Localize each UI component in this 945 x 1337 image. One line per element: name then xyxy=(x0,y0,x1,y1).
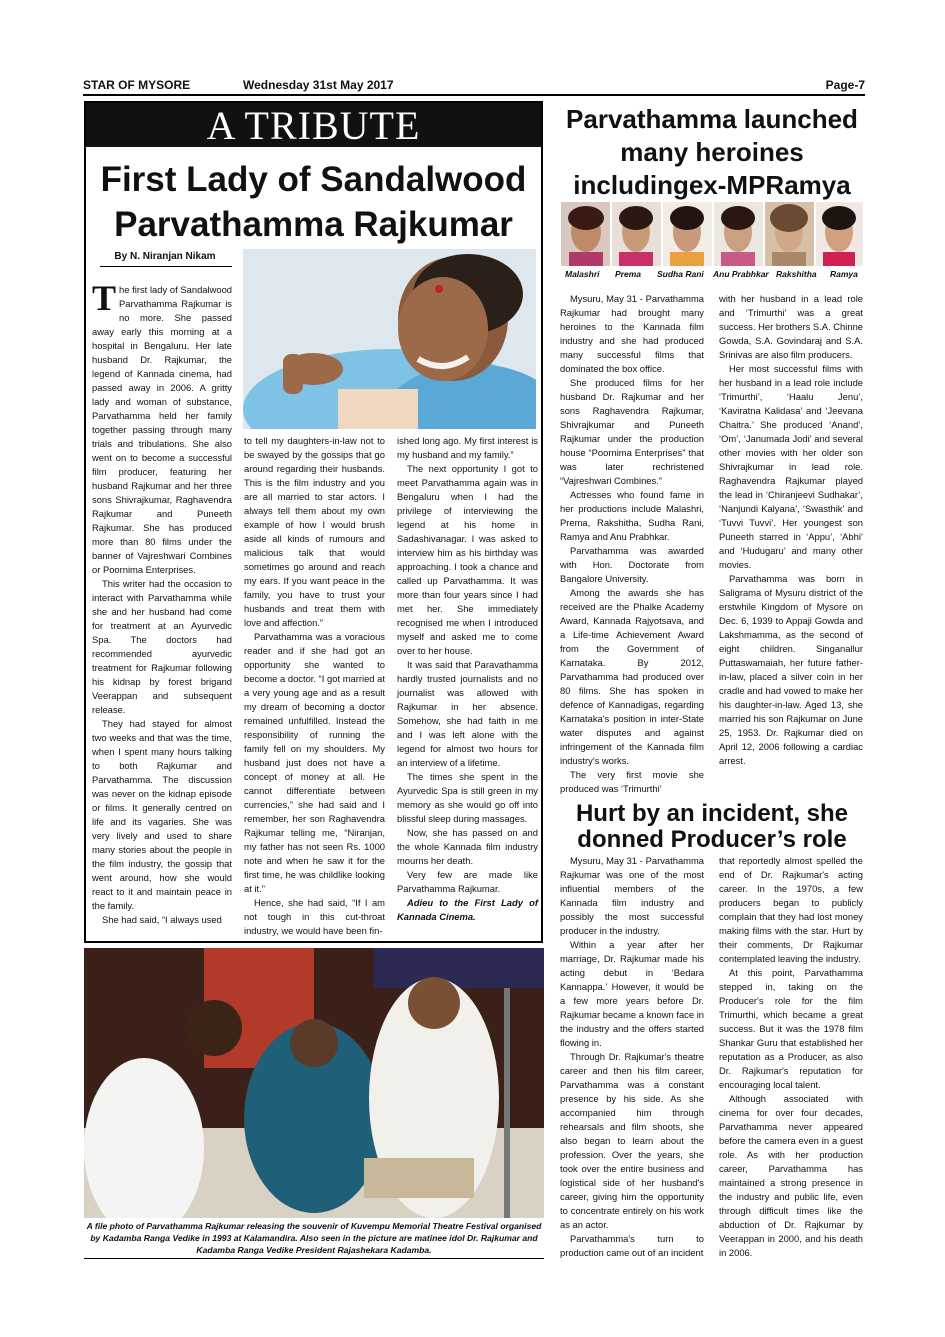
paragraph: It was said that Paravathamma hardly trusted journalists and no journalist was allowed with Rajkumar in her absence. Somehow, she had faith in me and I was left alone with the legend for almost two hours for an interview of a lifetime. xyxy=(397,659,538,768)
signoff: Adieu to the First Lady of Kannada Cinema. xyxy=(397,897,538,922)
event-photo xyxy=(84,948,544,1218)
paragraph: At this point, Parvathamma stepped in, taking on the Producer's role for the film Trimurthi, which became a great success. But it was the 1978 film Shankar Guru that established her reputation as a Producer, as also Dr. Rajkumar's reputation for encouraging local talent. xyxy=(719,967,863,1090)
paragraph: Her most successful films with her husband in a lead role include ‘Trimurthi’, ‘Haalu Jenu’, ‘Kaviratna Kalidasa’ and ‘Jeevana Chaitra.’ She produced ‘Anand’, ‘Om’, ‘Janumada Jodi’ and several other movies with her older son Shivrajkumar in lead role. Raghavendra Rajkumar played the lead in ‘Chiranjeevi Sudhakar’, ‘Nanjundi Kalyana’, ‘Swasthik’ and ‘Tuvvi Tuvvi’. Her youngest son Puneeth starred in ‘Appu’, ‘Abhi’ and ‘Hudugaru’ and many other movies. xyxy=(719,363,863,570)
paragraph: with her husband in a lead role and ‘Trimurthi’ was a great success. Her brothers S.A. Chinne Gowda, S.A. Govindaraj and S.A. Srinivas are also film producers. xyxy=(719,293,863,360)
tribute-column-1 xyxy=(92,278,232,927)
heroine-photo-strip xyxy=(561,202,863,266)
paragraph: Mysuru, May 31 - Parvathamma Rajkumar had brought many heroines to the Kannada film industry and she had produced many successful films that dominated the box office. xyxy=(560,293,704,374)
paragraph: Hence, she had said, “If I am not tough in this cut-throat industry, we would have been fin- xyxy=(244,897,385,936)
heroines-headline-line2: many heroines xyxy=(620,137,804,167)
paragraph: Very few are made like Parvathamma Rajkumar. xyxy=(397,869,538,894)
paragraph: She produced films for her husband Dr. Rajkumar and her sons Raghavendra Rajkumar, Shivrajkumar and Puneeth Rajkumar under the production house “Poornima Enterprises” that was later rechristened “Vajreshwari Combines.” xyxy=(560,377,704,486)
producer-headline-line2: donned Producer’s role xyxy=(577,826,847,853)
tribute-column-3 xyxy=(397,434,538,924)
paragraph: that reportedly almost spelled the end of Dr. Rajkumar's acting career. In the 1970s, a few producers began to publicly complain that they had lost money making films with the star. Hurt by their comments, Dr Rajkumar contemplated leaving the industry. xyxy=(719,855,863,964)
page-number: Page-7 xyxy=(825,78,865,92)
heroines-headline-line3: includingex-MPRamya xyxy=(573,170,851,200)
byline-rule xyxy=(100,266,232,267)
paragraph: The next opportunity I got to meet Parvathamma again was in Bengaluru when I had the privilege of interviewing the legend at his home in Sadashivanagar. I was asked to interview him as his birthday was approaching. I took a chance and called up Parvathamma. It was more than four years since I had met her. She immediately recognised me when I introduced myself and asked me to come over to her house. xyxy=(397,463,538,656)
masthead xyxy=(83,78,865,94)
paragraph: he first lady of Sandalwood Parvathamma Rajkumar is no more. She passed away early this morning at a hospital in Bengaluru. Her late husband Dr. Rajkumar, the legend of Kannada cinema, had passed away in 2006. A gritty lady and woman of substance, Parvathamma held her family together passing through many trials and tribulations. She also went on to become a successful film producer, featuring her husband Rajkumar and her three sons Shivrajkumar, Raghavendra Rajkumar and Puneeth Rajkumar. She has produced more than 80 films under the banner of Vajreshwari Combines or Poornima Enterprises. xyxy=(92,284,232,575)
paragraph: The very first movie she produced was ‘Trimurthi’ xyxy=(560,769,704,794)
tribute-headline-line2: Parvathamma Rajkumar xyxy=(114,205,513,244)
tribute-headline-line1: First Lady of Sandalwood xyxy=(100,160,527,199)
paragraph: Parvathamma was a voracious reader and if she had got an opportunity she wanted to become a doctor. “I got married at a very young age and as a result my dream of becoming a doctor remained unfulfilled. Instead the responsibility of running the family fell on my shoulders. My husband just does not have a concept of money at all. He cannot differentiate between currencies,” she had said and I remember, her son Raghavendra Rajkumar telling me, “Niranjan, my father has not seen Rs. 1000 note and when he saw it for the first time, he was childlike looking at it.” xyxy=(244,631,385,894)
heroines-column-2 xyxy=(719,292,863,768)
paragraph: Parvathamma's turn to production came out of an incident xyxy=(560,1233,704,1258)
heroine-name: Rakshitha xyxy=(776,269,817,279)
byline: By N. Niranjan Nikam xyxy=(114,251,216,262)
paragraph: Through Dr. Rajkumar's theatre career and then his film career, Parvathamma was a constant presence by his side. As she accompanied him through rehearsals and film shoots, she also began to learn about the profession. Over the years, she took over the entire business and logistical side of her husband's career, giving him the opportunity to concentrate entirely on his work as an actor. xyxy=(560,1051,704,1230)
producer-headline-line1: Hurt by an incident, she xyxy=(575,800,849,827)
photo-caption: A file photo of Parvathamma Rajkumar releasing the souvenir of Kuvempu Memorial Theatre Festival organised by Kadamba Ranga Vedike in 1993 at Kalamandira. Also seen in the picture are matinee idol Dr. Rajkumar and Kadamba Ranga Vedike President Rajashekara Kadamba. xyxy=(86,1221,542,1255)
heroine-name: Ramya xyxy=(830,269,858,279)
paragraph: ished long ago. My first interest is my husband and my family.” xyxy=(397,435,538,460)
portrait-photo xyxy=(243,249,536,429)
heroine-name: Anu Prabhkar xyxy=(713,269,769,279)
paper-name: STAR OF MYSORE xyxy=(83,78,191,92)
paragraph: Now, she has passed on and the whole Kannada film industry mourns her death. xyxy=(397,827,538,866)
heroines-column-1 xyxy=(560,292,704,796)
paragraph: Mysuru, May 31 - Parvathamma Rajkumar was one of the most influential members of the Kannada film industry and possibly the most successful producer in the industry. xyxy=(560,855,704,936)
producer-column-1 xyxy=(560,854,704,1260)
paragraph: Although associated with cinema for over four decades, Parvathamma never appeared before the camera even in a guest role. As with her production career, Parvathamma has maintained a strong presence in the industry and public life, even through difficult times like the abduction of Dr. Rajkumar by Veerappan in 2000, and his death in 2006. xyxy=(719,1093,863,1258)
paragraph: to tell my daughters-in-law not to be swayed by the gossips that go around regarding their husbands. This is the film industry and you are all married to star actors. I always tell them about my own example of how I would brush aside all kinds of rumours and malicious talk that would sometimes go around and reach my ears. If you want peace in the family, you have to trust your husbands and treat them with love and affection.” xyxy=(244,435,385,628)
heroine-name: Malashri xyxy=(565,269,600,279)
drop-cap: T xyxy=(92,278,117,318)
heroine-name: Sudha Rani xyxy=(657,269,704,279)
issue-date: Wednesday 31st May 2017 xyxy=(243,78,394,92)
producer-column-2 xyxy=(719,854,863,1260)
tribute-banner: A TRIBUTE xyxy=(86,103,541,147)
paragraph: They had stayed for almost two weeks and that was the time, when I spent many hours talking to both Rajkumar and Parvathamma. The discussion was never on the kidnap episode or films. It generally centred on life and its vagaries. She was very lively and used to share many stories about the people in the film industry, the gossip that went around, how she would react to it and maintain peace in the family. xyxy=(92,718,232,911)
paragraph: Among the awards she has received are the Phalke Academy Award, Kannada Rajyotsava, and a Life-time Achievement Award from the Government of Karnataka. By 2012, Parvathamma had produced over 80 films. She has spoken in defence of Kannadigas, regarding Karnataka's position in inter-State water disputes and against infringement of the Kannada film industry's works. xyxy=(560,587,704,766)
paragraph: This writer had the occasion to interact with Parvathamma while she and her husband had come for treatment at an Ayurvedic Spa. The doctors had recommended ayurvedic treatment for Rajkumar following his kidnap by forest brigand Veerappan and subsequent release. xyxy=(92,578,232,715)
paragraph: The times she spent in the Ayurvedic Spa is still green in my memory as she would go off into blissful sleep during massages. xyxy=(397,771,538,824)
heroine-name: Prema xyxy=(615,269,641,279)
bottom-rule xyxy=(84,1258,544,1259)
paragraph: Within a year after her marriage, Dr. Rajkumar made his acting debut in ‘Bedara Kannappa.’ However, it would be a few more years before Dr. Rajkumar became a known face in the industry and the offers started flowing in. xyxy=(560,939,704,1048)
tribute-column-2 xyxy=(244,434,385,938)
paragraph: She had said, “I always used xyxy=(102,914,222,925)
heroines-headline-line1: Parvathamma launched xyxy=(566,104,858,134)
paragraph: Actresses who found fame in her productions include Malashri, Prema, Rakshitha, Sudha Rani, Ramya and Anu Prabhkar. xyxy=(560,489,704,542)
paragraph: Parvathamma was awarded with Hon. Doctorate from Bangalore University. xyxy=(560,545,704,584)
masthead-rule xyxy=(83,94,865,96)
paragraph: Parvathamma was born in Saligrama of Mysuru district of the erstwhile Kingdom of Mysore on Dec. 6, 1939 to Appaji Gowda and Lakshmamma, as the second of eight children. Singanallur Puttaswamaiah, her future father-in-law, placed a silver coin in her cradle and had vowed to make her his daughter-in-law. Aged 13, she married his son Rajkumar on June 25, 1953. Dr. Rajkumar died on April 12, 2006 following a cardiac arrest. xyxy=(719,573,863,766)
